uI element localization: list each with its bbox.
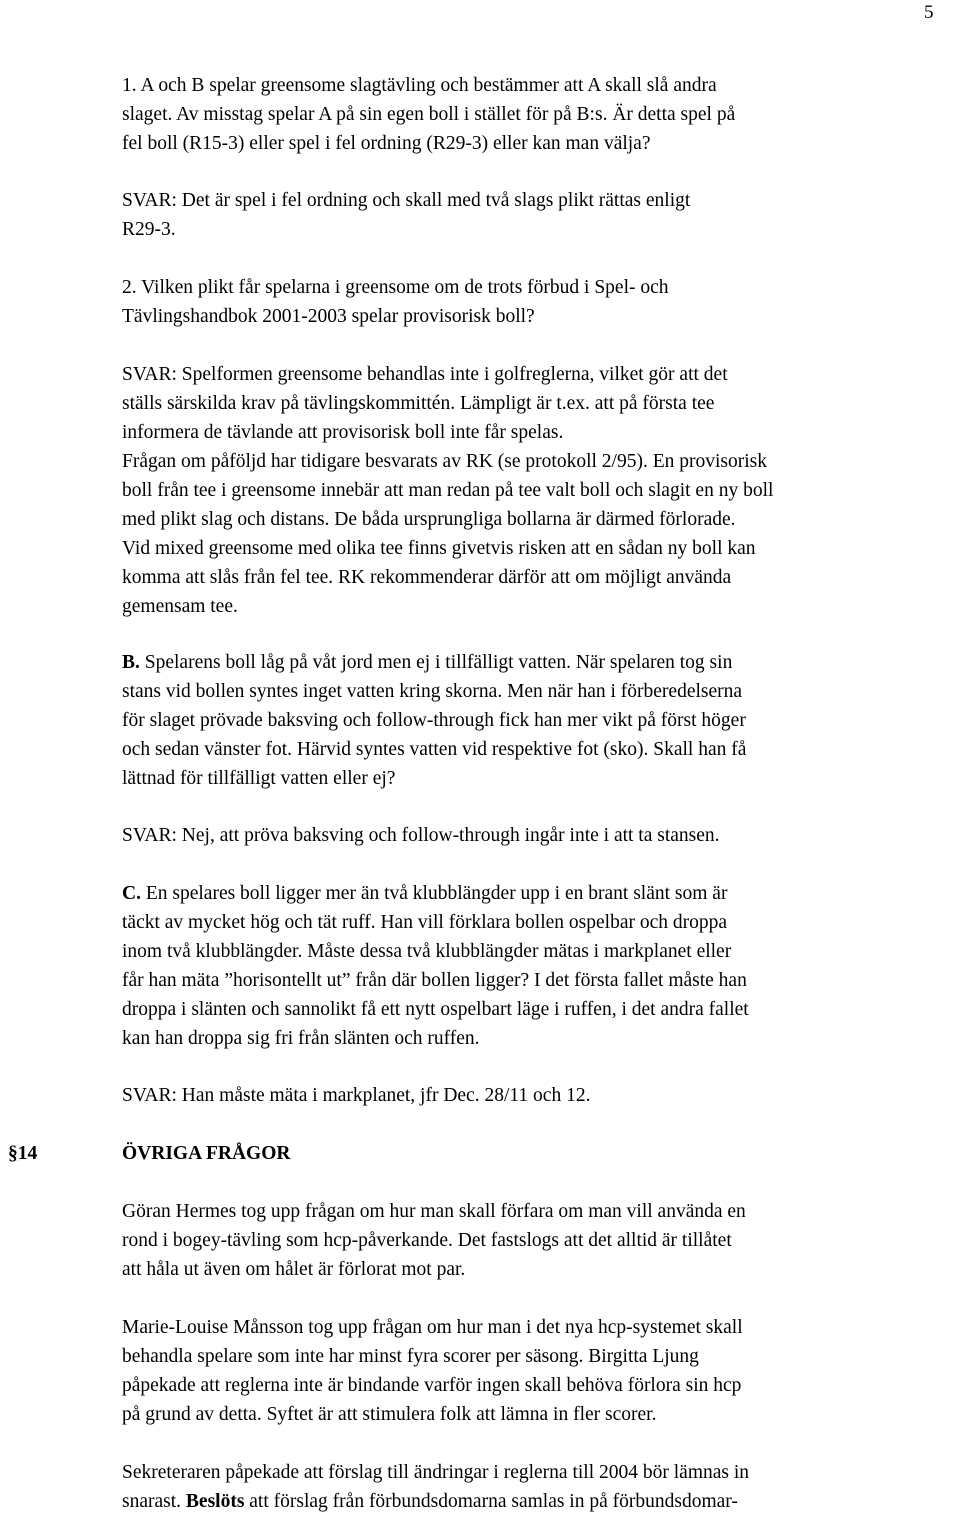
- section-14-title: ÖVRIGA FRÅGOR: [122, 1143, 291, 1164]
- section-14-paragraph-1: [122, 1197, 958, 1284]
- question-c: [122, 879, 958, 1053]
- qb-line-1: Spelarens boll låg på våt jord men ej i tillfälligt vatten. När spelaren tog sin: [139, 652, 733, 673]
- q2-line-1: 2. Vilken plikt får spelarna i greensome om de trots förbud i Spel- och: [122, 277, 669, 298]
- a1-line-1: SVAR: Det är spel i fel ordning och skall med två slags plikt rättas enligt: [122, 190, 691, 211]
- section-14-paragraph-3: [122, 1458, 958, 1516]
- q1-line-3: fel boll (R15-3) eller spel i fel ordning (R29-3) eller kan man välja?: [122, 133, 651, 154]
- question-b: [122, 648, 958, 793]
- section-14-number: [8, 1139, 37, 1168]
- qb-line-2: stans vid bollen syntes inget vatten kring skorna. Men när han i förberedelserna: [122, 681, 743, 702]
- answer-b: [122, 821, 958, 850]
- s14p3-line-2-post: att förslag från förbundsdomarna samlas in på förbundsdomar-: [244, 1491, 738, 1512]
- s14p1-line-2: rond i bogey-tävling som hcp-påverkande. Det fastslogs att det alltid är tillåtet: [122, 1230, 732, 1251]
- answer-c: [122, 1081, 958, 1110]
- question-b-label: B.: [122, 652, 140, 673]
- a1-line-2: R29-3.: [122, 219, 176, 240]
- s14p1-line-3: att håla ut även om hålet är förlorat mot par.: [122, 1259, 466, 1280]
- section-number: 14: [17, 1143, 38, 1164]
- s14p2-line-2: behandla spelare som inte har minst fyra scorer per säsong. Birgitta Ljung: [122, 1346, 699, 1367]
- a2-line-7: Vid mixed greensome med olika tee finns givetvis risken att en sådan ny boll kan: [122, 538, 756, 559]
- a2-line-1: SVAR: Spelformen greensome behandlas inte i golfreglerna, vilket gör att det: [122, 364, 728, 385]
- qc-line-6: kan han droppa sig fri från slänten och ruffen.: [122, 1028, 480, 1049]
- qc-line-3: inom två klubblängder. Måste dessa två klubblängder mätas i markplanet eller: [122, 941, 732, 962]
- qc-line-2: täckt av mycket hög och tät ruff. Han vill förklara bollen ospelbar och droppa: [122, 912, 728, 933]
- qc-line-1: En spelares boll ligger mer än två klubblängder upp i en brant slänt som är: [140, 883, 728, 904]
- section-14-paragraph-2: [122, 1313, 958, 1429]
- s14p3-line-2-pre: snarast.: [122, 1491, 186, 1512]
- question-2: [122, 273, 958, 331]
- qb-line-3: för slaget prövade baksving och follow-through fick han mer vikt på först höger: [122, 710, 746, 731]
- question-c-label: C.: [122, 883, 141, 904]
- a2-line-9: gemensam tee.: [122, 596, 238, 617]
- q2-line-2: Tävlingshandbok 2001-2003 spelar provisorisk boll?: [122, 306, 535, 327]
- s14p2-line-3: påpekade att reglerna inte är bindande varför ingen skall behöva förlora sin hcp: [122, 1375, 742, 1396]
- qc-line-5: droppa i slänten och sannolikt få ett nytt ospelbart läge i ruffen, i det andra fallet: [122, 999, 749, 1020]
- ac-line-1: SVAR: Han måste mäta i markplanet, jfr Dec. 28/11 och 12.: [122, 1085, 591, 1106]
- qc-line-4: får han mäta ”horisontellt ut” från där bollen ligger? I det första fallet måste han: [122, 970, 747, 991]
- ab-line-1: SVAR: Nej, att pröva baksving och follow-through ingår inte i att ta stansen.: [122, 825, 720, 846]
- q1-line-1: A och B spelar greensome slagtävling och bestämmer att A skall slå andra: [140, 75, 717, 96]
- q1-line-2: slaget. Av misstag spelar A på sin egen boll i stället för på B:s. Är detta spel på: [122, 104, 736, 125]
- a2-line-2: ställs särskilda krav på tävlingskommittén. Lämpligt är t.ex. att på första tee: [122, 393, 715, 414]
- a2-line-6: med plikt slag och distans. De båda ursprungliga bollarna är därmed förlorade.: [122, 509, 736, 530]
- page-number: 5: [924, 2, 934, 23]
- qb-line-5: lättnad för tillfälligt vatten eller ej?: [122, 768, 396, 789]
- answer-1: [122, 186, 958, 244]
- s14p2-line-4: på grund av detta. Syftet är att stimulera folk att lämna in fler scorer.: [122, 1404, 657, 1425]
- qb-line-4: och sedan vänster fot. Härvid syntes vatten vid respektive fot (sko). Skall han få: [122, 739, 747, 760]
- paragraph-sign: §: [8, 1143, 18, 1164]
- question-1: [122, 71, 958, 158]
- answer-2: [122, 360, 958, 621]
- a2-line-3: informera de tävlande att provisorisk boll inte får spelas.: [122, 422, 564, 443]
- s14p1-line-1: Göran Hermes tog upp frågan om hur man skall förfara om man vill använda en: [122, 1201, 746, 1222]
- s14p2-line-1: Marie-Louise Månsson tog upp frågan om hur man i det nya hcp-systemet skall: [122, 1317, 743, 1338]
- a2-line-4: Frågan om påföljd har tidigare besvarats av RK (se protokoll 2/95). En provisorisk: [122, 451, 767, 472]
- a2-line-8: komma att slås från fel tee. RK rekommenderar därför att om möjligt använda: [122, 567, 732, 588]
- decision-word: Beslöts: [185, 1491, 245, 1512]
- a2-line-5: boll från tee i greensome innebär att man redan på tee valt boll och slagit en ny boll: [122, 480, 774, 501]
- question-1-number: 1.: [122, 75, 137, 96]
- s14p3-line-1: Sekreteraren påpekade att förslag till ändringar i reglerna till 2004 bör lämnas in: [122, 1462, 750, 1483]
